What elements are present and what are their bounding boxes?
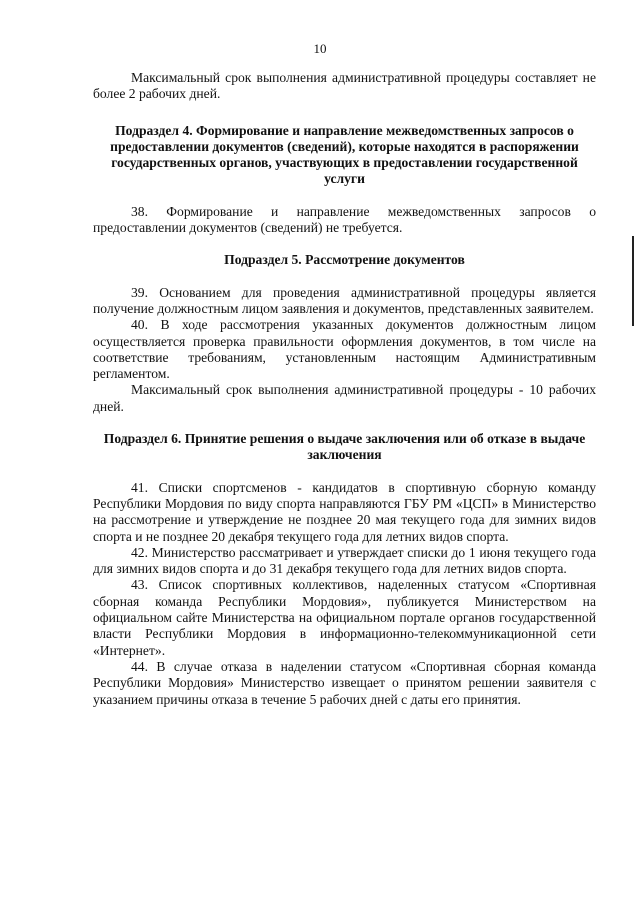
paragraph-42: 42. Министерство рассматривает и утверждает списки до 1 июня текущего года для зимних видов спорта и до 31 декабря текущего года для летних видов спорта. bbox=[93, 544, 596, 577]
document-body bbox=[93, 70, 596, 708]
section-heading-6: Подраздел 6. Принятие решения о выдаче заключения или об отказе в выдаче заключения bbox=[103, 431, 586, 463]
scan-edge-mark bbox=[632, 236, 634, 326]
section-heading-4: Подраздел 4. Формирование и направление межведомственных запросов о предоставлении документов (сведений), которые находятся в распоряжении государственных органов, участвующих в предоставлении государственной услуги bbox=[110, 122, 579, 187]
paragraph-40: 40. В ходе рассмотрения указанных документов должностным лицом осуществляется проверка правильности оформления документов, в том числе на соответствие требованиям, установленным настоящим Административным регламентом. bbox=[93, 317, 596, 382]
paragraph-term: Максимальный срок выполнения административной процедуры - 10 рабочих дней. bbox=[93, 382, 596, 414]
section-heading-5: Подраздел 5. Рассмотрение документов bbox=[224, 252, 465, 268]
page-number: 10 bbox=[313, 41, 327, 56]
paragraph-44: 44. В случае отказа в наделении статусом «Спортивная сборная команда Республики Мордовия» Министерство извещает о принятом решении заявителя с указанием причины отказа в течение 5 рабочих дней с даты его принятия. bbox=[93, 658, 596, 707]
paragraph-38: 38. Формирование и направление межведомственных запросов о предоставлении документов (сведений) не требуется. bbox=[93, 203, 596, 236]
paragraph-41: 41. Списки спортсменов - кандидатов в спортивную сборную команду Республики Мордовия по виду спорта направляются ГБУ РМ «ЦСП» в Министерство на рассмотрение и утверждение не позднее 20 мая текущего года для зимних видов спорта и не позднее 20 декабря текущего года для летних видов спорта. bbox=[93, 479, 596, 544]
paragraph-39: 39. Основанием для проведения административной процедуры является получение должностным лицом заявления и документов, представленных заявителем. bbox=[93, 284, 596, 316]
paragraph: Максимальный срок выполнения административной процедуры составляет не более 2 рабочих дней. bbox=[93, 70, 596, 102]
paragraph-43: 43. Список спортивных коллективов, наделенных статусом «Спортивная сборная команда Республики Мордовия», публикуется Министерством на официальном сайте Министерства на официальном портале органов государственной власти Республики Мордовия в информационно-телекоммуникационной сети «Интернет». bbox=[93, 577, 596, 658]
